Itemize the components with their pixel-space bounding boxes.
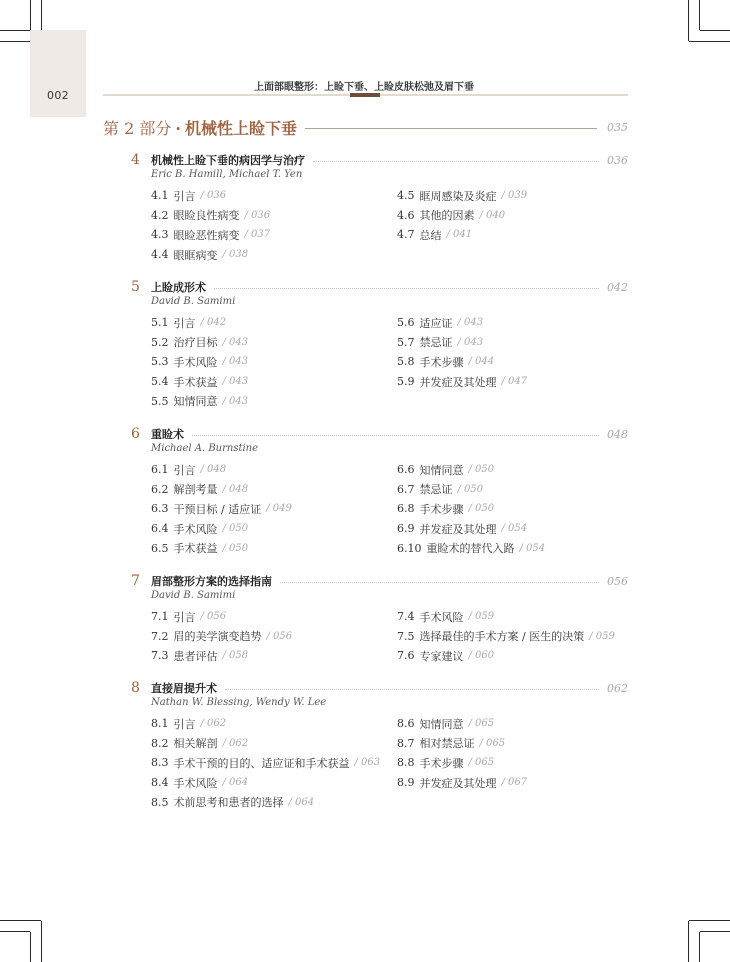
toc-section-item[interactable] <box>151 206 270 226</box>
toc-section-item[interactable] <box>397 333 527 353</box>
part-page: 035 <box>607 120 628 134</box>
section-page: / 043 <box>222 356 249 368</box>
section-title: 引言 <box>173 189 196 203</box>
section-page: / 062 <box>200 718 227 730</box>
toc-section-item[interactable] <box>151 460 292 480</box>
crop-mark <box>700 30 730 31</box>
section-title: 解剖考量 <box>173 483 218 497</box>
section-title: 手术干预的目的、适应证和手术获益 <box>173 756 350 770</box>
chapter-number: 7 <box>131 573 140 589</box>
chapter-title: 直接眉提升术 <box>151 682 217 695</box>
section-page: / 047 <box>501 376 528 388</box>
section-page: / 067 <box>501 777 528 789</box>
section-page: / 050 <box>468 503 495 515</box>
section-page: / 043 <box>222 395 249 407</box>
section-column-right <box>397 186 527 245</box>
section-number: 5.1 <box>151 316 169 330</box>
section-title: 眶周感染及炎症 <box>419 189 497 203</box>
section-title: 适应证 <box>419 316 453 330</box>
section-title: 禁忌证 <box>419 483 453 497</box>
chapter-leader-line <box>225 689 599 690</box>
section-column-left <box>151 607 292 666</box>
section-page: / 054 <box>501 523 528 535</box>
section-number: 4.5 <box>397 189 415 203</box>
section-title: 并发症及其处理 <box>419 776 497 790</box>
section-title: 手术步骤 <box>419 355 464 369</box>
crop-mark <box>699 932 700 962</box>
section-page: / 059 <box>468 611 495 623</box>
section-title: 重睑术的替代入路 <box>426 542 515 556</box>
section-title: 术前思考和患者的选择 <box>173 796 284 810</box>
section-page: / 044 <box>468 356 495 368</box>
chapter-heading[interactable] <box>131 151 628 169</box>
chapter-6 <box>131 425 628 556</box>
section-number: 4.3 <box>151 228 169 242</box>
toc-section-item[interactable] <box>397 538 545 558</box>
chapter-page: 048 <box>607 427 628 441</box>
section-number: 7.1 <box>151 610 169 624</box>
section-title: 手术步骤 <box>419 502 464 516</box>
toc-section-item[interactable] <box>151 792 380 812</box>
toc-section-item[interactable] <box>397 313 527 333</box>
part-leader-line <box>305 128 597 129</box>
toc-section-item[interactable] <box>397 607 615 627</box>
section-page: / 036 <box>200 190 227 202</box>
toc-section-item[interactable] <box>397 206 527 226</box>
toc-section-item[interactable] <box>397 352 527 372</box>
section-title: 其他的因素 <box>419 209 475 223</box>
section-number: 8.4 <box>151 776 169 790</box>
section-title: 专家建议 <box>419 649 464 663</box>
section-page: / 050 <box>468 464 495 476</box>
chapter-authors: Eric B. Hamill, Michael T. Yen <box>151 169 303 180</box>
section-title: 眼眶病变 <box>173 248 218 262</box>
toc-section-item[interactable] <box>151 734 380 754</box>
crop-mark <box>688 921 689 962</box>
section-title: 眼睑恶性病变 <box>173 228 240 242</box>
section-column-right <box>397 313 527 391</box>
section-page: / 038 <box>222 249 249 261</box>
section-title: 并发症及其处理 <box>419 375 497 389</box>
section-column-left <box>151 460 292 558</box>
section-title: 眉的美学演变趋势 <box>173 630 262 644</box>
section-number: 8.3 <box>151 756 169 770</box>
section-number: 6.10 <box>397 541 422 555</box>
toc-section-item[interactable] <box>397 734 527 754</box>
section-title: 治疗目标 <box>173 336 218 350</box>
chapter-heading[interactable] <box>131 425 628 443</box>
chapter-page: 062 <box>607 681 628 695</box>
section-number: 8.5 <box>151 795 169 809</box>
section-column-right <box>397 460 545 558</box>
toc-section-item[interactable] <box>151 538 292 558</box>
section-number: 8.7 <box>397 736 415 750</box>
chapter-number: 8 <box>131 680 140 696</box>
chapter-4 <box>131 151 628 262</box>
section-number: 5.6 <box>397 316 415 330</box>
section-column-left <box>151 313 248 411</box>
part-label <box>103 116 297 139</box>
toc-section-item[interactable] <box>397 646 615 666</box>
chapter-authors: David B. Samimi <box>151 590 236 601</box>
chapter-page: 036 <box>607 153 628 167</box>
toc-section-item[interactable] <box>151 245 270 265</box>
section-title: 患者评估 <box>173 649 218 663</box>
toc-section-item[interactable] <box>151 646 292 666</box>
chapter-authors: Michael A. Burnstine <box>151 443 259 454</box>
section-page: / 050 <box>222 542 249 554</box>
crop-mark <box>0 30 30 31</box>
section-number: 4.1 <box>151 189 169 203</box>
section-page: / 048 <box>222 483 249 495</box>
toc-section-item[interactable] <box>151 627 292 647</box>
section-page: / 048 <box>200 464 227 476</box>
crop-mark <box>30 0 31 30</box>
section-number: 6.4 <box>151 522 169 536</box>
toc-section-item[interactable] <box>397 753 527 773</box>
chapter-authors: Nathan W. Blessing, Wendy W. Lee <box>151 697 327 708</box>
section-title: 相关解剖 <box>173 737 218 751</box>
section-page: / 043 <box>222 336 249 348</box>
page-number-tab <box>30 30 86 117</box>
section-number: 7.6 <box>397 649 415 663</box>
section-number: 6.6 <box>397 463 415 477</box>
section-number: 7.3 <box>151 649 169 663</box>
toc-section-item[interactable] <box>151 372 248 392</box>
section-page: / 042 <box>200 317 227 329</box>
toc-section-item[interactable] <box>397 519 545 539</box>
section-number: 7.2 <box>151 629 169 643</box>
section-title: 眼睑良性病变 <box>173 209 240 223</box>
toc-section-item[interactable] <box>397 225 527 245</box>
chapter-leader-line <box>214 288 599 289</box>
toc-section-item[interactable] <box>151 391 248 411</box>
toc-section-item[interactable] <box>151 773 380 793</box>
section-page: / 050 <box>457 483 484 495</box>
toc-section-item[interactable] <box>151 225 270 245</box>
toc-section-item[interactable] <box>151 313 248 333</box>
section-title: 选择最佳的手术方案 / 医生的决策 <box>419 630 585 644</box>
section-title: 知情同意 <box>419 463 464 477</box>
section-title: 手术获益 <box>173 542 218 556</box>
section-number: 4.2 <box>151 208 169 222</box>
toc-section-item[interactable] <box>151 499 292 519</box>
section-title: 总结 <box>419 228 442 242</box>
section-title: 引言 <box>173 717 196 731</box>
section-page: / 043 <box>457 317 484 329</box>
crop-mark <box>41 921 42 962</box>
section-number: 7.4 <box>397 610 415 624</box>
toc-section-item[interactable] <box>151 333 248 353</box>
section-number: 6.3 <box>151 502 169 516</box>
section-title: 引言 <box>173 316 196 330</box>
section-number: 6.7 <box>397 482 415 496</box>
section-number: 8.8 <box>397 756 415 770</box>
section-number: 5.8 <box>397 355 415 369</box>
header-rule-accent <box>350 93 380 97</box>
toc-section-item[interactable] <box>397 499 545 519</box>
toc-section-item[interactable] <box>151 480 292 500</box>
section-number: 5.5 <box>151 394 169 408</box>
section-column-right <box>397 607 615 666</box>
section-title: 手术获益 <box>173 375 218 389</box>
page-number: 002 <box>47 89 69 102</box>
chapter-heading[interactable] <box>131 278 628 296</box>
section-number: 6.1 <box>151 463 169 477</box>
section-page: / 062 <box>222 737 249 749</box>
section-column-right <box>397 714 527 792</box>
toc-section-item[interactable] <box>397 714 527 734</box>
section-title: 知情同意 <box>173 395 218 409</box>
section-column-left <box>151 186 270 264</box>
toc-section-item[interactable] <box>397 480 545 500</box>
section-page: / 063 <box>354 757 381 769</box>
section-page: / 043 <box>222 376 249 388</box>
section-page: / 054 <box>519 542 546 554</box>
crop-mark <box>700 931 730 932</box>
section-number: 6.2 <box>151 482 169 496</box>
section-number: 5.7 <box>397 335 415 349</box>
chapter-title: 重睑术 <box>151 428 184 441</box>
section-number: 5.4 <box>151 375 169 389</box>
section-number: 4.4 <box>151 248 169 262</box>
section-page: / 049 <box>266 503 292 515</box>
toc-section-item[interactable] <box>397 773 527 793</box>
section-title: 手术风险 <box>419 610 464 624</box>
toc-section-item[interactable] <box>397 460 545 480</box>
chapter-5 <box>131 278 628 409</box>
section-title: 知情同意 <box>419 717 464 731</box>
chapter-number: 6 <box>131 426 140 442</box>
section-page: / 050 <box>222 523 249 535</box>
toc-section-item[interactable] <box>397 372 527 392</box>
section-title: 干预目标 / 适应证 <box>173 502 262 516</box>
section-page: / 036 <box>244 209 271 221</box>
section-number: 5.3 <box>151 355 169 369</box>
section-number: 4.6 <box>397 208 415 222</box>
section-column-left <box>151 714 380 812</box>
chapter-title: 机械性上睑下垂的病因学与治疗 <box>151 154 305 167</box>
section-page: / 056 <box>266 630 293 642</box>
chapter-number: 4 <box>131 152 140 168</box>
section-number: 8.6 <box>397 717 415 731</box>
crop-mark <box>0 931 30 932</box>
section-number: 5.2 <box>151 335 169 349</box>
chapter-heading[interactable] <box>131 572 628 590</box>
chapter-authors: David B. Samimi <box>151 296 236 307</box>
toc-section-item[interactable] <box>151 186 270 206</box>
toc-section-item[interactable] <box>151 714 380 734</box>
section-title: 引言 <box>173 463 196 477</box>
section-page: / 060 <box>468 650 495 662</box>
toc-section-item[interactable] <box>151 352 248 372</box>
toc-section-item[interactable] <box>397 627 615 647</box>
section-page: / 039 <box>501 190 528 202</box>
section-page: / 037 <box>244 229 271 241</box>
section-title: 手术风险 <box>173 776 218 790</box>
section-page: / 058 <box>222 650 249 662</box>
toc-section-item[interactable] <box>151 753 380 773</box>
part-prefix: 第 2 部分 <box>103 118 172 138</box>
chapter-leader-line <box>313 161 599 162</box>
section-page: / 056 <box>200 611 227 623</box>
running-head: 上面部眼整形：上睑下垂、上睑皮肤松弛及眉下垂 <box>254 82 474 93</box>
chapter-leader-line <box>280 582 599 583</box>
section-title: 相对禁忌证 <box>419 737 475 751</box>
chapter-page: 056 <box>607 574 628 588</box>
toc-section-item[interactable] <box>151 519 292 539</box>
section-number: 6.5 <box>151 541 169 555</box>
toc-section-item[interactable] <box>151 607 292 627</box>
section-number: 7.5 <box>397 629 415 643</box>
part-title: 机械性上睑下垂 <box>184 118 297 138</box>
section-page: / 064 <box>222 777 249 789</box>
section-number: 6.8 <box>397 502 415 516</box>
crop-mark <box>0 920 41 921</box>
section-title: 手术风险 <box>173 355 218 369</box>
chapter-number: 5 <box>131 279 140 295</box>
section-page: / 064 <box>288 796 315 808</box>
chapter-title: 眉部整形方案的选择指南 <box>151 575 272 588</box>
crop-mark <box>699 0 700 30</box>
section-page: / 065 <box>479 737 506 749</box>
section-number: 8.1 <box>151 717 169 731</box>
section-page: / 059 <box>589 630 615 642</box>
chapter-8 <box>131 679 628 810</box>
chapter-leader-line <box>192 435 599 436</box>
crop-mark <box>30 932 31 962</box>
chapter-7 <box>131 572 628 663</box>
section-number: 8.9 <box>397 776 415 790</box>
section-title: 禁忌证 <box>419 336 453 350</box>
section-title: 引言 <box>173 610 196 624</box>
part-heading[interactable] <box>103 117 628 137</box>
section-page: / 065 <box>468 718 495 730</box>
part-separator: · <box>175 118 181 138</box>
crop-mark <box>688 0 689 41</box>
crop-mark <box>689 41 730 42</box>
section-title: 手术风险 <box>173 522 218 536</box>
section-title: 并发症及其处理 <box>419 522 497 536</box>
crop-mark <box>689 920 730 921</box>
section-number: 8.2 <box>151 736 169 750</box>
toc-section-item[interactable] <box>397 186 527 206</box>
chapter-heading[interactable] <box>131 679 628 697</box>
section-page: / 041 <box>446 229 473 241</box>
section-page: / 040 <box>479 209 506 221</box>
chapter-page: 042 <box>607 280 628 294</box>
section-number: 5.9 <box>397 375 415 389</box>
section-page: / 043 <box>457 336 484 348</box>
section-title: 手术步骤 <box>419 756 464 770</box>
section-number: 6.9 <box>397 522 415 536</box>
section-page: / 065 <box>468 757 495 769</box>
section-number: 4.7 <box>397 228 415 242</box>
chapter-title: 上睑成形术 <box>151 281 206 294</box>
